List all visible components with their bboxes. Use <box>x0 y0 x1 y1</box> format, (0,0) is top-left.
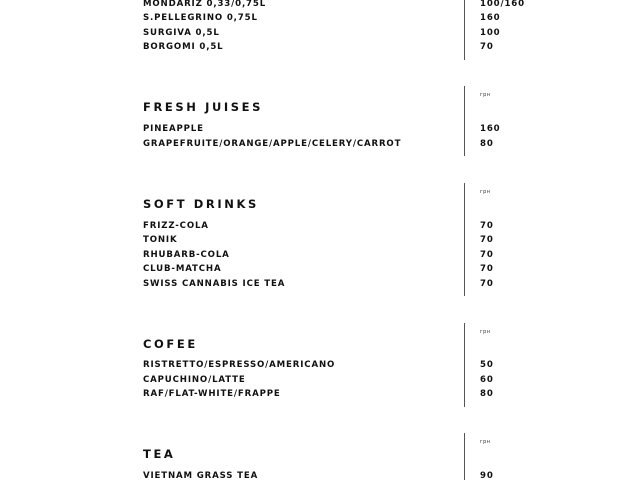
section-title: SOFT DRINKS <box>143 197 259 211</box>
menu-item-name: PINEAPPLE <box>143 124 204 134</box>
section-divider <box>464 0 465 60</box>
menu-item-name: FRIZZ-COLA <box>143 221 209 231</box>
menu-item-price: 70 <box>480 235 494 245</box>
menu-item-price: 100 <box>480 28 501 38</box>
menu-item-price: 160 <box>480 13 501 23</box>
section-divider <box>464 323 465 407</box>
menu-item-price: 70 <box>480 221 494 231</box>
menu-item-price: 70 <box>480 250 494 260</box>
menu-item-name: VIETNAM GRASS TEA <box>143 471 259 480</box>
section-title: TEA <box>143 447 176 461</box>
menu-item-name: GRAPEFRUITE/ORANGE/APPLE/CELERY/CARROT <box>143 139 402 149</box>
menu-item-price: 50 <box>480 360 494 370</box>
menu-item-name: RAF/FLAT-WHITE/FRAPPE <box>143 389 281 399</box>
menu-item-price: 70 <box>480 42 494 52</box>
menu-item-name: BORGOMI 0,5L <box>143 42 224 52</box>
menu-item-name: CLUB-MATCHA <box>143 264 222 274</box>
section-divider <box>464 86 465 156</box>
menu-item-name: TONIK <box>143 235 178 245</box>
menu-item-price: 70 <box>480 264 494 274</box>
section-divider <box>464 433 465 480</box>
section-divider <box>464 183 465 296</box>
menu-item-name: CAPUCHINO/LATTE <box>143 375 246 385</box>
menu-item-price: 70 <box>480 279 494 289</box>
section-title: COFEE <box>143 337 198 351</box>
currency-unit: грн <box>480 439 491 445</box>
menu-item-price: 100/160 <box>480 0 525 9</box>
menu-item-price: 80 <box>480 139 494 149</box>
menu-item-price: 160 <box>480 124 501 134</box>
section-title: FRESH JUISES <box>143 100 263 114</box>
currency-unit: грн <box>480 189 491 195</box>
currency-unit: грн <box>480 92 491 98</box>
menu-item-name: SURGIVA 0,5L <box>143 28 220 38</box>
menu-item-name: SWISS CANNABIS ICE TEA <box>143 279 286 289</box>
currency-unit: грн <box>480 329 491 335</box>
menu-item-name: RISTRETTO/ESPRESSO/AMERICANO <box>143 360 336 370</box>
menu-item-name: RHUBARB-COLA <box>143 250 230 260</box>
menu-item-name: S.PELLEGRINO 0,75L <box>143 13 258 23</box>
menu-item-price: 60 <box>480 375 494 385</box>
menu-item-price: 80 <box>480 389 494 399</box>
menu-item-price: 90 <box>480 471 494 480</box>
menu-item-name: MONDARIZ 0,33/0,75L <box>143 0 267 9</box>
